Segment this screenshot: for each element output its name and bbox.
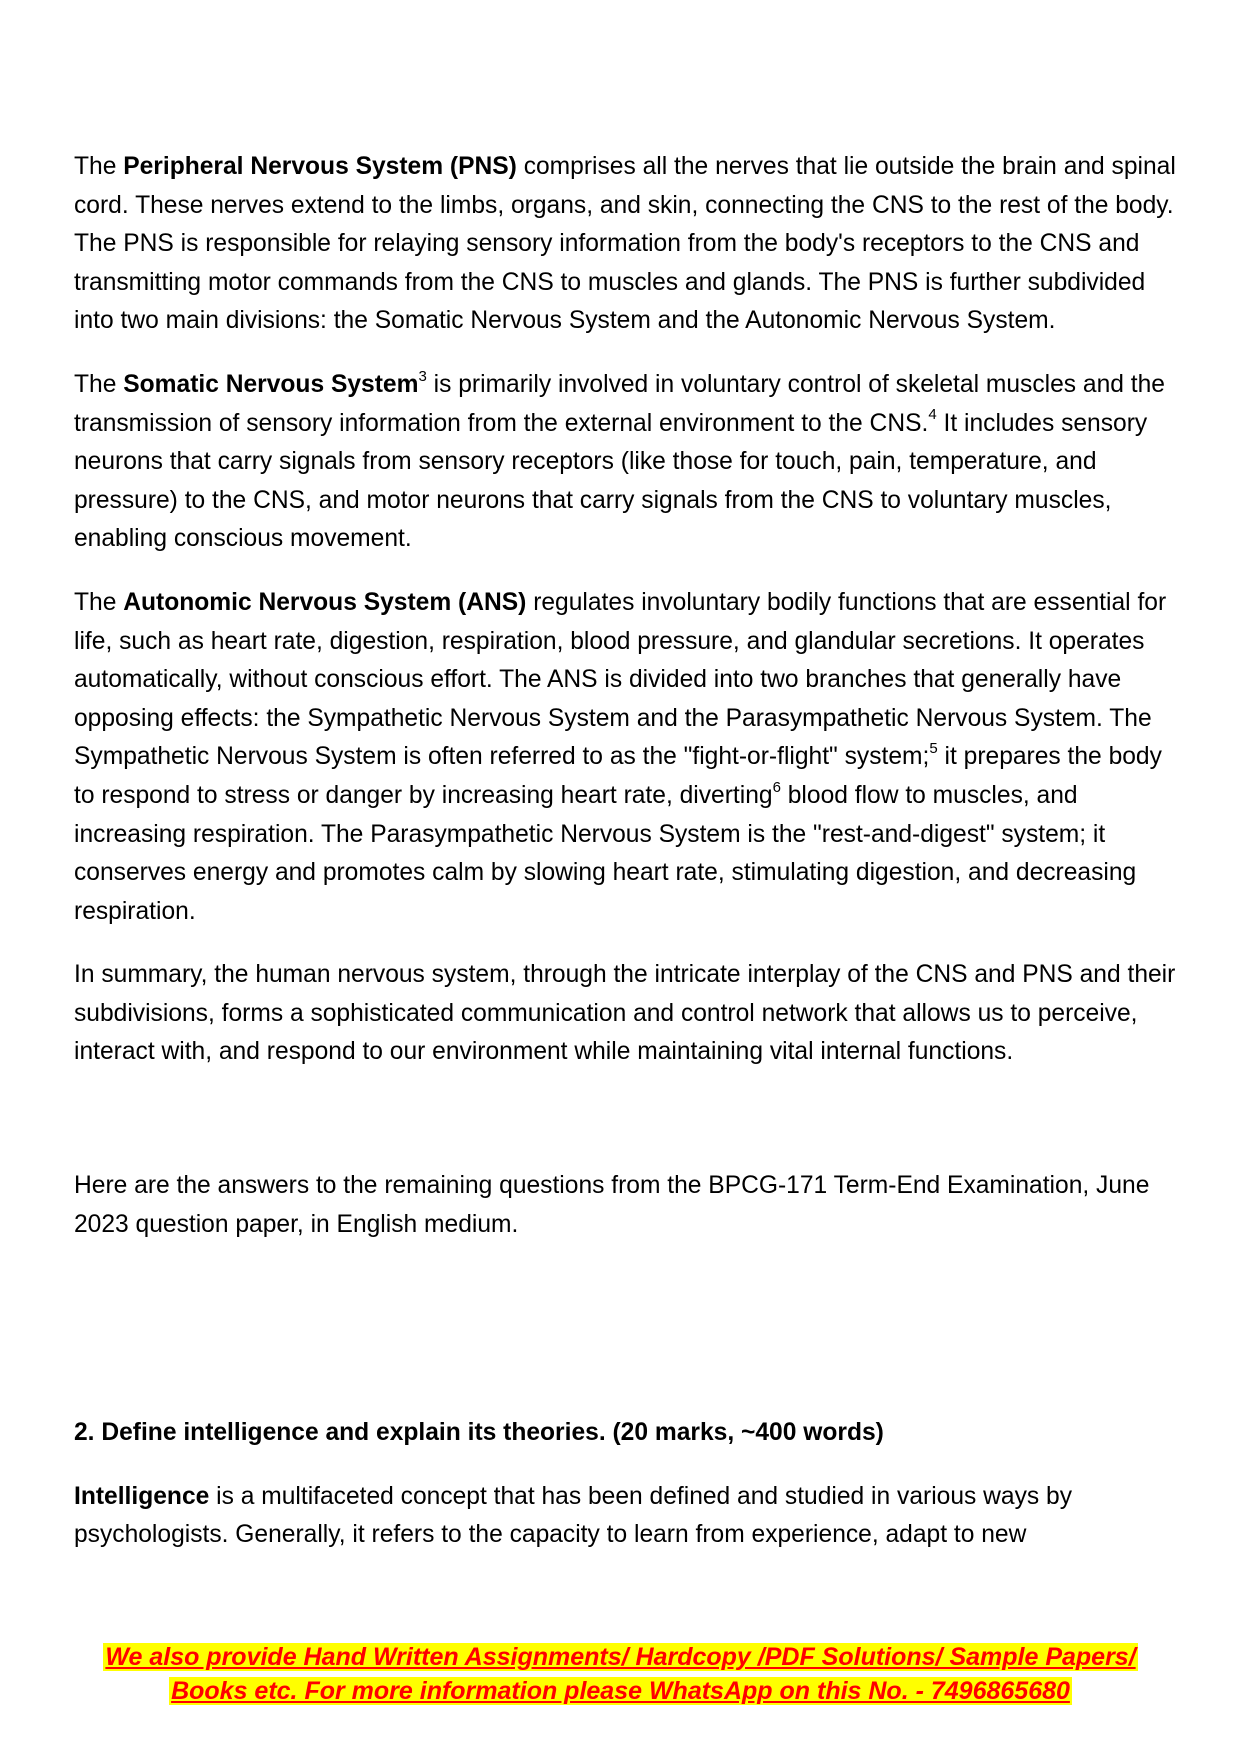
footnote-ref-3[interactable]: 3	[418, 367, 427, 385]
somatic-mid-text: is primarily involved in voluntary control of skeletal muscles and the transmission of sensory information from the external environment to the CNS.	[74, 370, 1165, 437]
promo-line-2[interactable]: Books etc. For more information please WhatsApp on this No. - 7496865680	[171, 1677, 1070, 1705]
ans-text-2: it prepares the body to respond to stress or danger by increasing heart rate, diverting	[74, 743, 1162, 809]
ans-text-3: blood flow to muscles, and increasing respiration. The Parasympathetic Nervous System is the "rest-and-digest" system; it conserves energy and promotes calm by slowing heart rate, stimulating digestion, and decreasing respiration.	[74, 781, 1137, 925]
promo-footer	[0, 1640, 1241, 1708]
document-body	[74, 148, 1182, 1580]
promo-line-1: We also provide Hand Written Assignments/ Hardcopy /PDF Solutions/ Sample Papers/	[105, 1643, 1136, 1671]
paragraph-intelligence	[74, 1478, 1182, 1555]
somatic-body-text: It includes sensory neurons that carry signals from sensory receptors (like those for touch, pain, temperature, and pressure) to the CNS, and motor neurons that carry signals from the CNS to voluntary muscles, enabling conscious movement.	[74, 409, 1148, 553]
pns-pre-text: The	[74, 153, 124, 180]
spacer	[74, 1269, 1182, 1414]
spacer	[74, 1097, 1182, 1167]
paragraph-ans	[74, 584, 1182, 931]
paragraph-intro: Here are the answers to the remaining questions from the BPCG-171 Term-End Examination, June 2023 question paper, in English medium.	[74, 1172, 1150, 1238]
ans-term: Autonomic Nervous System (ANS)	[123, 588, 527, 616]
ans-text-1: regulates involuntary bodily functions that are essential for life, such as heart rate, digestion, respiration, blood pressure, and glandular secretions. It operates automatically, without conscious effort. The ANS is divided into two branches that generally have opposing effects: the Sympathetic Nervous System and the Parasympathetic Nervous System. The Sympathetic Nervous System is often referred to as the "fight-or-flight" system;	[74, 588, 1167, 771]
intelligence-body-text: is a multifaceted concept that has been defined and studied in various ways by psychologists. Generally, it refers to the capacity to learn from experience, adapt to new	[74, 1482, 1072, 1549]
paragraph-pns	[74, 148, 1182, 341]
footnote-ref-5[interactable]: 5	[929, 740, 938, 758]
intelligence-term: Intelligence	[74, 1482, 210, 1510]
question-heading: 2. Define intelligence and explain its theories. (20 marks, ~400 words)	[74, 1419, 884, 1447]
pns-term: Peripheral Nervous System (PNS)	[123, 153, 517, 180]
footnote-ref-4[interactable]: 4	[928, 406, 937, 424]
ans-pre-text: The	[74, 588, 124, 616]
paragraph-summary: In summary, the human nervous system, through the intricate interplay of the CNS and PNS and their subdivisions, forms a sophisticated communication and control network that allows us to perceive, interact with, and respond to our environment while maintaining vital internal functions.	[74, 961, 1176, 1066]
pns-body-text: comprises all the nerves that lie outside the brain and spinal cord. These nerves extend to the limbs, organs, and skin, connecting the CNS to the rest of the body. The PNS is responsible for relaying sensory information from the body's receptors to the CNS and transmitting motor commands from the CNS to muscles and glands. The PNS is further subdivided into two main divisions: the Somatic Nervous System and the Autonomic Nervous System.	[74, 153, 1176, 335]
somatic-pre-text: The	[74, 370, 124, 398]
somatic-term: Somatic Nervous System	[123, 370, 419, 398]
footnote-ref-6[interactable]: 6	[772, 778, 781, 796]
paragraph-somatic	[74, 366, 1182, 559]
